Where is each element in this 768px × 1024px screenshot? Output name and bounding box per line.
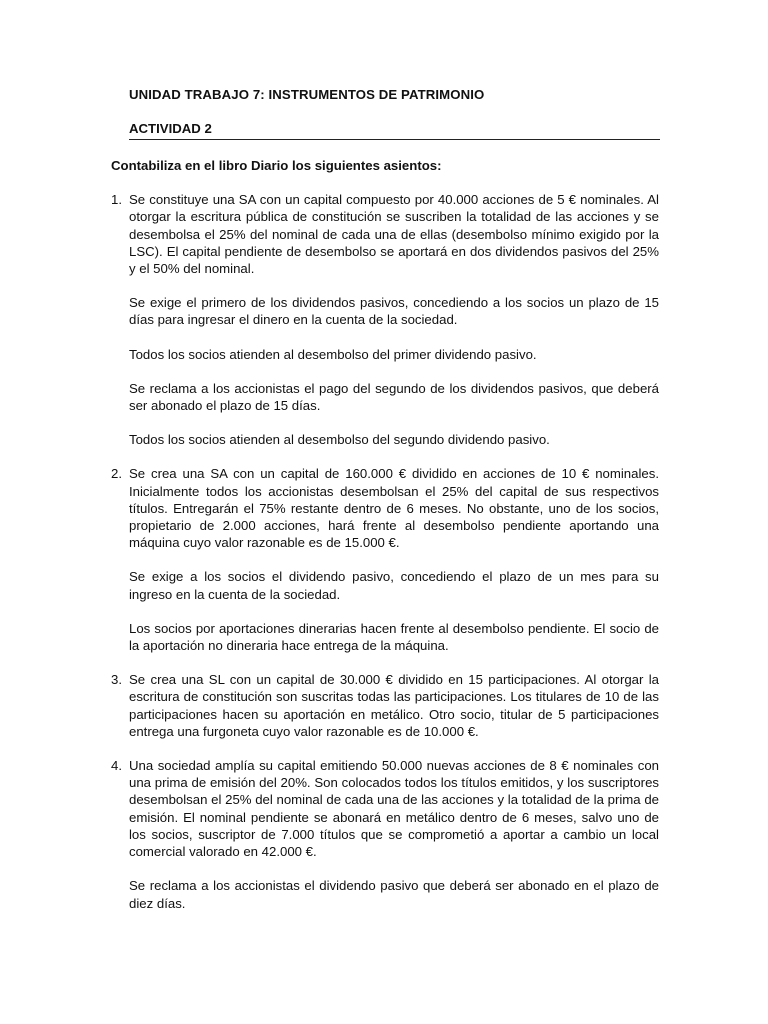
exercise-paragraph: Se crea una SA con un capital de 160.000 € dividido en acciones de 10 € nominales. Inicialmente todos los accionistas desembolsan el 25% del capital de sus respectivos títulos. Entregarán el 75% restante dentro de 6 meses. No obstante, uno de los socios, propietario de 2.000 acciones, hará frente al desembolso pendiente aportando una máquina cuyo valor razonable es de 15.000 €. xyxy=(129,466,659,551)
exercise-paragraph: Todos los socios atienden al desembolso del primer dividendo pasivo. xyxy=(129,346,537,362)
exercise-paragraph: Una sociedad amplía su capital emitiendo 50.000 nuevas acciones de 8 € nominales con una prima de emisión del 20%. Son colocados todos los títulos emitidos, y los suscriptores desembolsan el 25% del nominal de cada una de las acciones y la totalidad de la prima de emisión. El nominal pendiente se abonará en metálico dentro de 6 meses, salvo uno de los socios, suscriptor de 7.000 títulos que se comprometió a aportar a cambio un local comercial valorado en 42.000 €. xyxy=(129,758,659,860)
exercise-item-4 xyxy=(111,757,659,912)
exercise-paragraph: Se constituye una SA con un capital compuesto por 40.000 acciones de 5 € nominales. Al otorgar la escritura pública de constitución se suscriben la totalidad de las acciones y se desembolsa el 25% del nominal de cada una de ellas (desembolso mínimo exigido por la LSC). El capital pendiente de desembolso se aportará en dos dividendos pasivos del 25% y el 50% del nominal. xyxy=(129,192,659,277)
exercise-number: 4. xyxy=(111,758,122,774)
exercise-item-1 xyxy=(111,191,659,448)
activity-title: ACTIVIDAD 2 xyxy=(129,120,660,140)
document-header xyxy=(129,86,660,140)
exercise-item-3 xyxy=(111,671,659,740)
exercise-number: 1. xyxy=(111,192,122,208)
document-body xyxy=(111,157,659,929)
exercise-number: 2. xyxy=(111,466,122,482)
exercise-paragraph: Se reclama a los accionistas el pago del segundo de los dividendos pasivos, que deberá ser abonado el plazo de 15 días. xyxy=(129,380,659,414)
instructions-heading: Contabiliza en el libro Diario los siguientes asientos: xyxy=(111,158,442,173)
unit-title: UNIDAD TRABAJO 7: INSTRUMENTOS DE PATRIMONIO xyxy=(129,87,485,102)
exercise-item-2 xyxy=(111,465,659,654)
exercise-paragraph: Se crea una SL con un capital de 30.000 € dividido en 15 participaciones. Al otorgar la escritura de constitución son suscritas todas las participaciones. Los titulares de 10 de las participaciones hacen su aportación en metálico. Otro socio, titular de 5 participaciones entrega una furgoneta cuyo valor razonable es de 10.000 €. xyxy=(129,672,659,739)
exercise-paragraph: Se exige el primero de los dividendos pasivos, concediendo a los socios un plazo de 15 días para ingresar el dinero en la cuenta de la sociedad. xyxy=(129,295,659,328)
exercise-paragraph: Todos los socios atienden al desembolso del segundo dividendo pasivo. xyxy=(129,432,550,448)
exercise-paragraph: Los socios por aportaciones dinerarias hacen frente al desembolso pendiente. El socio de la aportación no dineraria hace entrega de la máquina. xyxy=(129,620,659,654)
exercise-paragraph: Se exige a los socios el dividendo pasivo, concediendo el plazo de un mes para su ingreso en la cuenta de la sociedad. xyxy=(129,569,659,602)
exercise-paragraph: Se reclama a los accionistas el dividendo pasivo que deberá ser abonado en el plazo de diez días. xyxy=(129,878,659,911)
exercise-number: 3. xyxy=(111,672,122,688)
